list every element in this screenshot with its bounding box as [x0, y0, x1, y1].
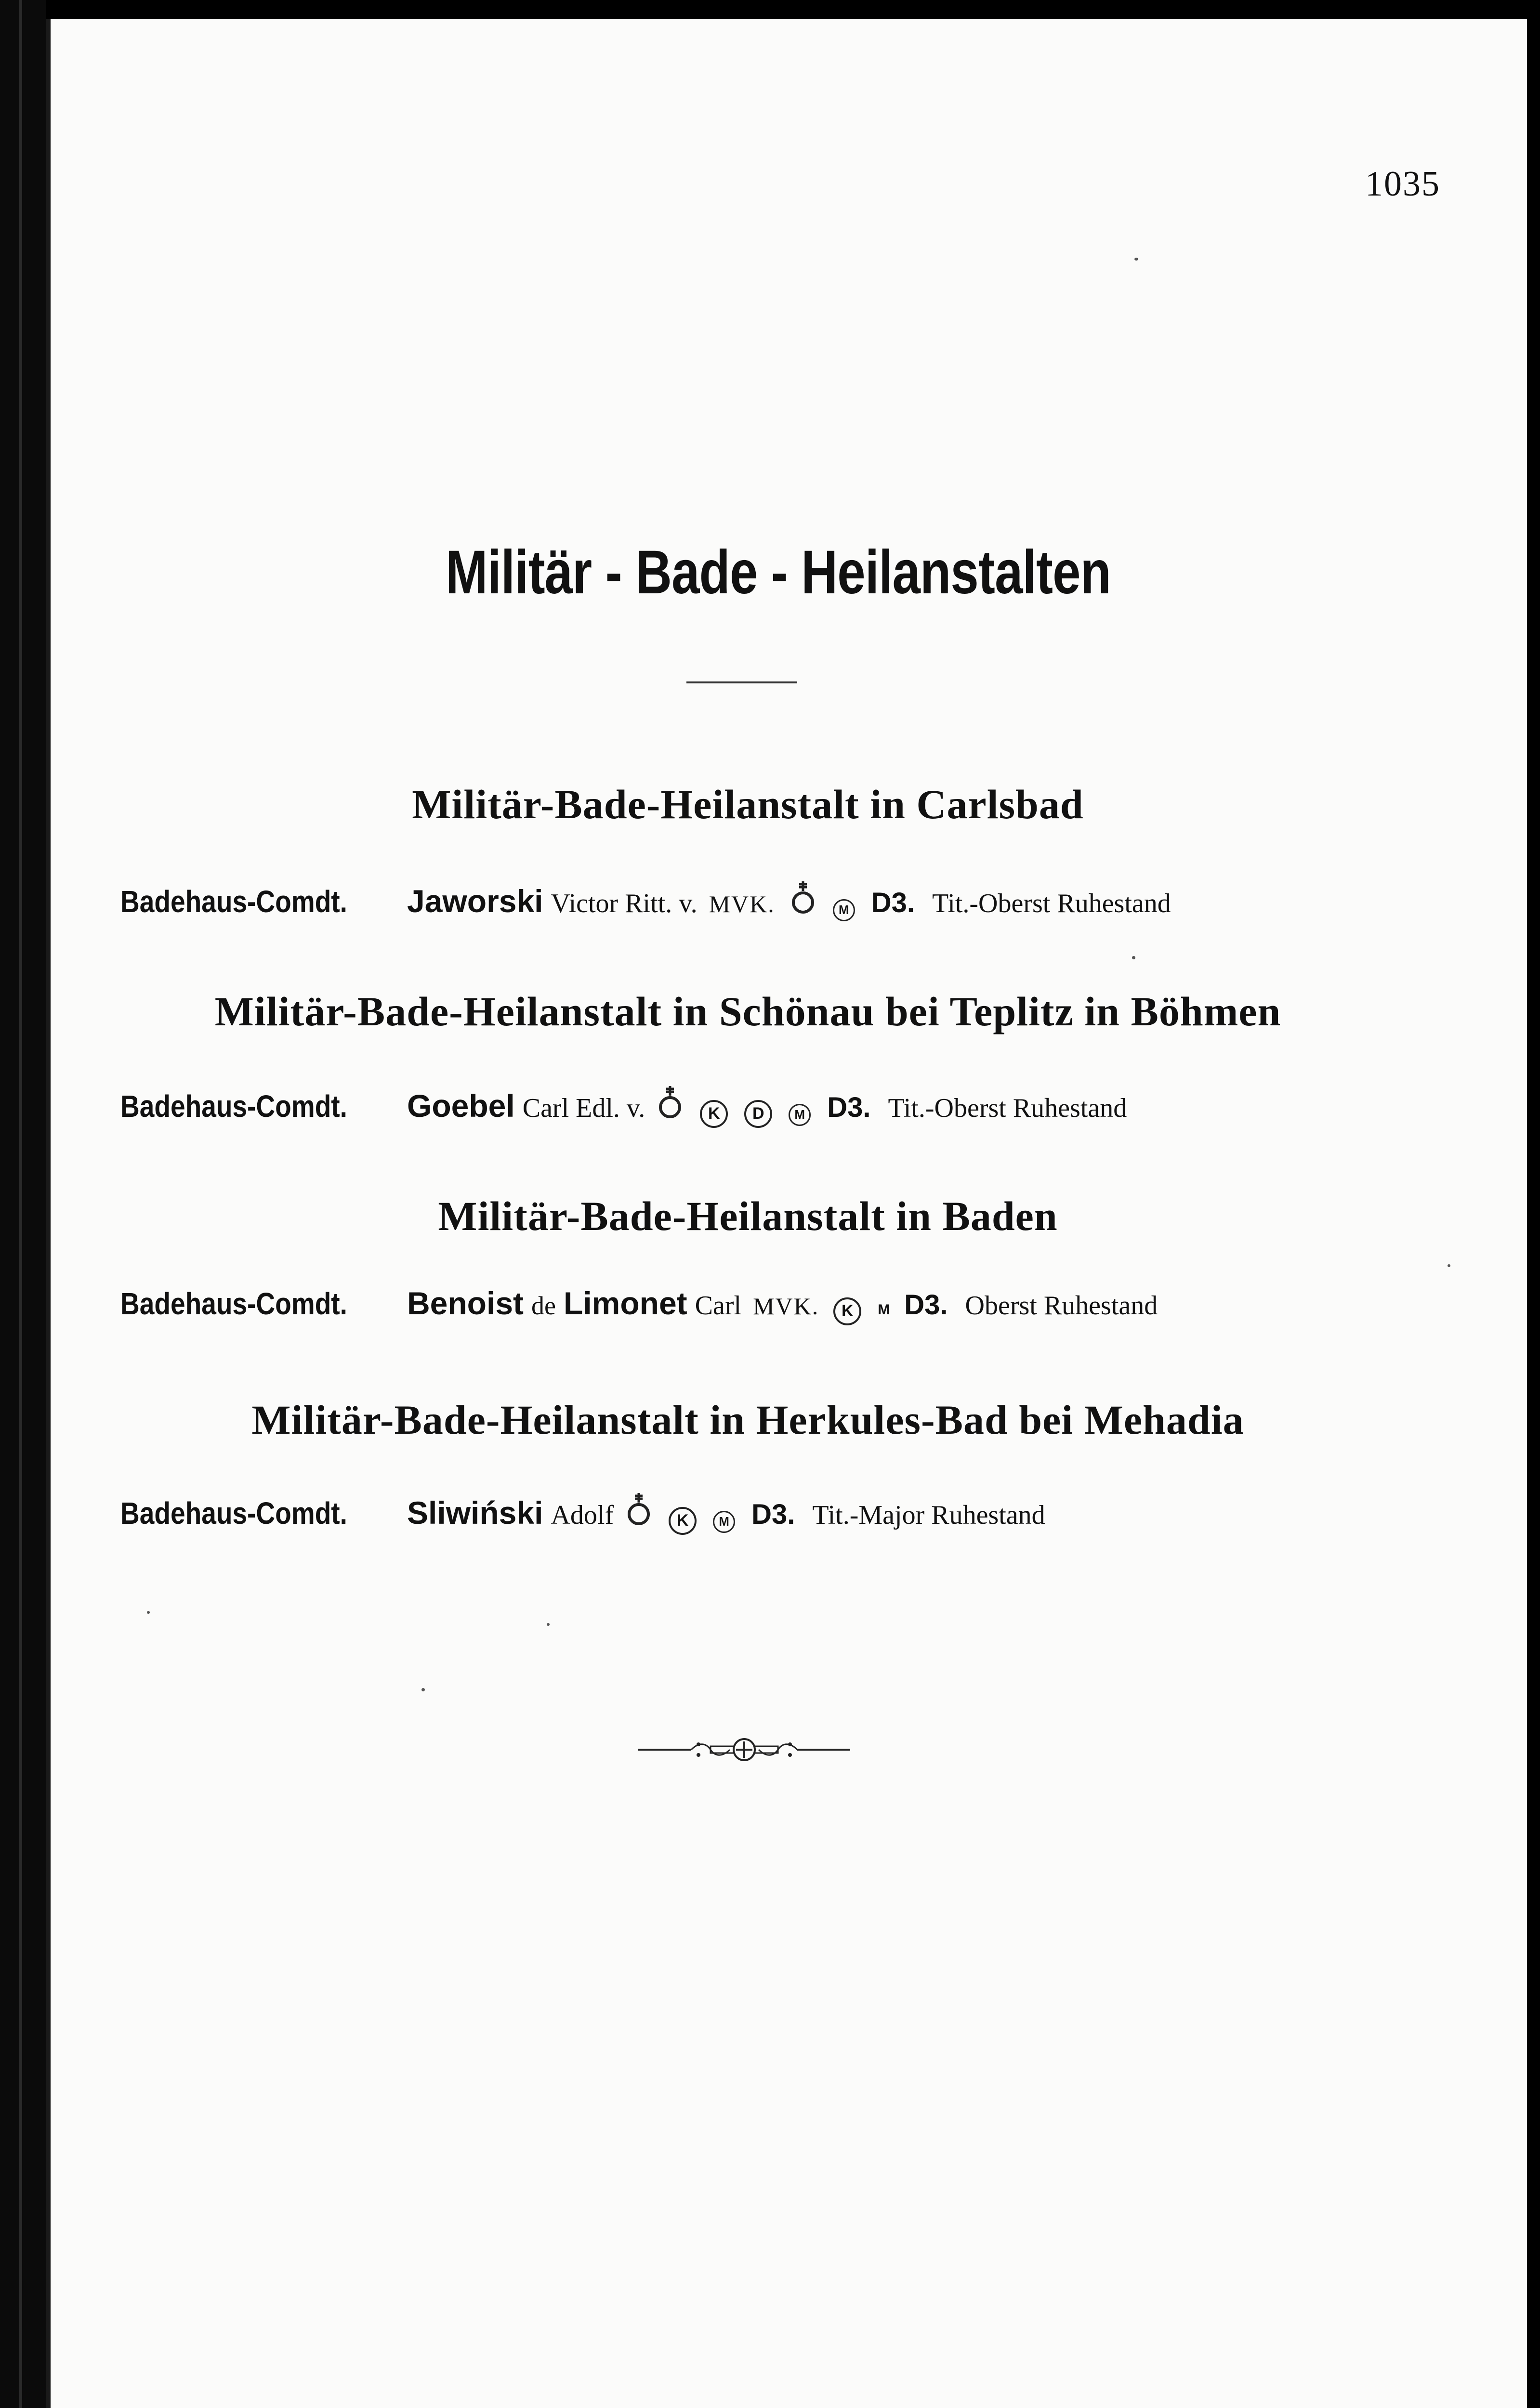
m-order-icon: M	[789, 1104, 811, 1126]
k-order-icon: K	[700, 1100, 728, 1128]
divider-ornament-icon	[638, 1733, 850, 1769]
entry-rank: Tit.-Oberst Ruhestand	[932, 889, 1171, 918]
entry-rank: Tit.-Oberst Ruhestand	[888, 1093, 1127, 1123]
entry-class: D3.	[751, 1499, 795, 1530]
entry-role: Badehaus-Comdt.	[120, 1089, 347, 1124]
entry-class: D3.	[904, 1289, 948, 1321]
ring-cross-icon	[625, 1492, 652, 1528]
k-order-icon: K	[669, 1507, 697, 1535]
m-order-icon: M	[713, 1511, 735, 1533]
entry-given-name: Carl Edl. v.	[522, 1093, 645, 1123]
title-divider	[686, 681, 797, 683]
entry-given-name: Carl	[695, 1291, 742, 1321]
d-order-icon: D	[744, 1100, 772, 1128]
entry-rank: Tit.-Major Ruhestand	[812, 1500, 1045, 1530]
entry-schoenau	[120, 1081, 1127, 1126]
ring-cross-icon	[657, 1085, 684, 1121]
scan-speck	[1134, 258, 1138, 261]
entry-surname: Sliwiński	[407, 1495, 543, 1531]
entry-given-name: Adolf	[551, 1500, 614, 1530]
page-title: Militär - Bade - Heilanstalten	[445, 538, 1111, 607]
m-order-mark: M	[878, 1302, 890, 1318]
scan-speck	[421, 1688, 425, 1691]
entry-surname-second: Limonet	[564, 1285, 687, 1321]
entry-carlsbad	[120, 877, 1171, 919]
entry-surname: Benoist	[407, 1285, 524, 1321]
m-order-icon: M	[833, 899, 855, 921]
entry-given-name: Victor Ritt. v.	[551, 889, 698, 918]
entry-role: Badehaus-Comdt.	[120, 1286, 347, 1321]
section-heading-baden: Militär-Bade-Heilanstalt in Baden	[438, 1193, 1058, 1239]
entry-surname: Goebel	[407, 1088, 515, 1124]
k-order-icon: K	[833, 1297, 861, 1325]
scan-speck	[1132, 956, 1135, 959]
entry-role: Badehaus-Comdt.	[120, 884, 347, 919]
entry-baden	[120, 1285, 1158, 1323]
entry-class: D3.	[871, 887, 915, 918]
entry-rank: Oberst Ruhestand	[965, 1291, 1158, 1321]
section-heading-herkules-bad: Militär-Bade-Heilanstalt in Herkules-Bad bei Mehadia	[251, 1397, 1244, 1443]
entry-role: Badehaus-Comdt.	[120, 1496, 347, 1531]
scan-speck	[1448, 1264, 1450, 1267]
entry-decoration: MVK.	[709, 890, 775, 917]
scan-speck	[147, 1611, 150, 1614]
entry-herkules-bad	[120, 1488, 1045, 1533]
scan-edge	[0, 0, 46, 2408]
section-heading-carlsbad: Militär-Bade-Heilanstalt in Carlsbad	[412, 781, 1084, 827]
page-number: 1035	[1365, 164, 1440, 204]
section-heading-schoenau: Militär-Bade-Heilanstalt in Schönau bei Teplitz in Böhmen	[214, 988, 1281, 1034]
scan-speck	[547, 1623, 550, 1626]
document-page	[46, 19, 1527, 2408]
entry-class: D3.	[827, 1092, 871, 1123]
entry-surname: Jaworski	[407, 883, 543, 919]
entry-decoration: MVK.	[753, 1293, 819, 1320]
ring-cross-icon	[790, 880, 816, 916]
entry-name-particle: de	[531, 1291, 556, 1320]
